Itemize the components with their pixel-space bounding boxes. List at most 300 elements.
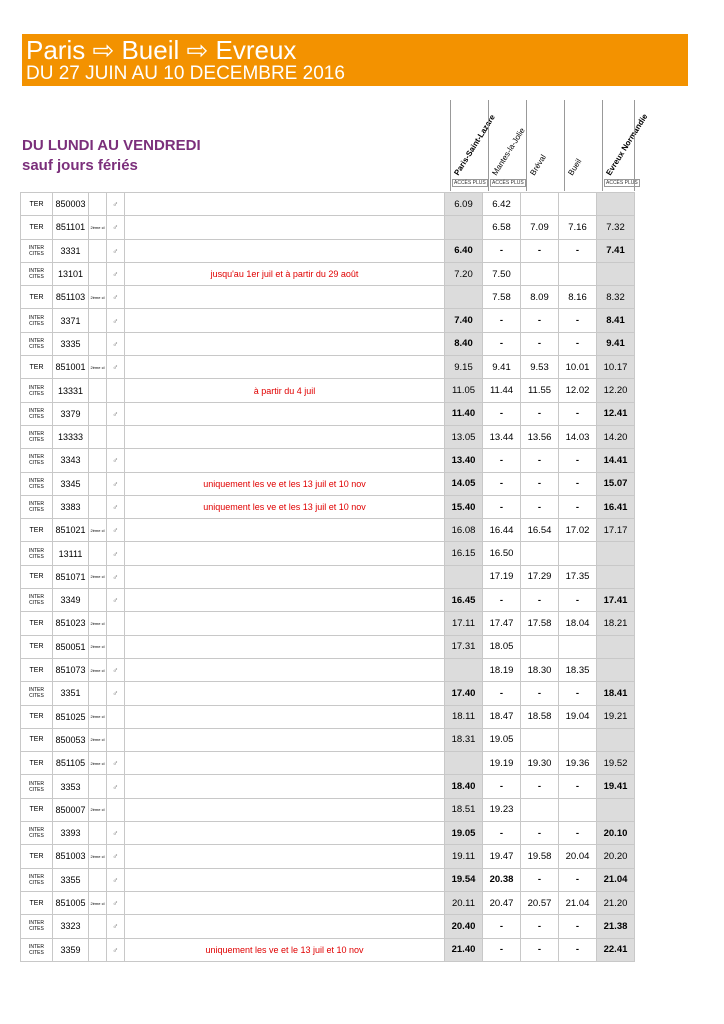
train-note — [125, 658, 445, 681]
bike-cell — [107, 822, 125, 845]
departure-time: 19.05 — [483, 728, 521, 751]
departure-time: 19.04 — [559, 705, 597, 728]
train-type: TER — [21, 216, 53, 239]
class-label — [89, 868, 107, 891]
table-row — [21, 565, 635, 588]
bike-cell — [107, 845, 125, 868]
table-row — [21, 705, 635, 728]
departure-time: 16.41 — [597, 495, 635, 518]
bike-cell — [107, 612, 125, 635]
train-number: 3345 — [53, 472, 89, 495]
train-note: uniquement les ve et le 13 juil et 10 nov — [125, 938, 445, 961]
train-type: INTER CITES — [21, 822, 53, 845]
train-number: 850053 — [53, 728, 89, 751]
bike-cell — [107, 356, 125, 379]
departure-time: 19.52 — [597, 752, 635, 775]
train-type: INTER CITES — [21, 332, 53, 355]
departure-time: 6.09 — [445, 193, 483, 216]
table-row — [21, 495, 635, 518]
bicycle-icon: ♂ — [112, 456, 119, 466]
station-column-divider — [526, 100, 527, 191]
train-note — [125, 542, 445, 565]
table-row — [21, 239, 635, 262]
bicycle-icon: ♂ — [112, 549, 119, 559]
bicycle-icon: ♂ — [112, 899, 119, 909]
departure-time: - — [483, 239, 521, 262]
train-note — [125, 239, 445, 262]
train-number: 3343 — [53, 449, 89, 472]
bicycle-icon: ♂ — [112, 479, 119, 489]
train-number: 851105 — [53, 752, 89, 775]
train-type: TER — [21, 891, 53, 914]
station-name: Bréval — [528, 152, 549, 177]
departure-time: 9.53 — [521, 356, 559, 379]
departure-time: - — [483, 472, 521, 495]
train-type: TER — [21, 752, 53, 775]
train-note — [125, 728, 445, 751]
departure-time: - — [521, 239, 559, 262]
table-row — [21, 332, 635, 355]
departure-time: 8.16 — [559, 286, 597, 309]
departure-time — [597, 635, 635, 658]
departure-time: - — [483, 402, 521, 425]
departure-time: - — [559, 822, 597, 845]
train-type: TER — [21, 798, 53, 821]
train-type: INTER CITES — [21, 425, 53, 448]
departure-time: - — [483, 449, 521, 472]
bike-cell — [107, 472, 125, 495]
departure-time: 16.45 — [445, 589, 483, 612]
bicycle-icon: ♂ — [112, 316, 119, 326]
bicycle-icon: ♂ — [112, 852, 119, 862]
bicycle-icon: ♂ — [112, 666, 119, 676]
train-type: TER — [21, 356, 53, 379]
departure-time: 20.47 — [483, 891, 521, 914]
train-number: 851071 — [53, 565, 89, 588]
station-name: Bueil — [566, 157, 584, 177]
train-note — [125, 216, 445, 239]
train-note — [125, 309, 445, 332]
departure-time: 17.31 — [445, 635, 483, 658]
train-number: 3359 — [53, 938, 89, 961]
bike-cell — [107, 775, 125, 798]
class-label: 2ème cl — [89, 565, 107, 588]
train-note — [125, 425, 445, 448]
train-type: TER — [21, 705, 53, 728]
departure-time: 6.40 — [445, 239, 483, 262]
bicycle-icon: ♂ — [112, 526, 119, 536]
train-number: 13333 — [53, 425, 89, 448]
table-row — [21, 425, 635, 448]
departure-time: 11.44 — [483, 379, 521, 402]
departure-time: - — [483, 332, 521, 355]
departure-time: - — [559, 868, 597, 891]
departure-time: - — [559, 915, 597, 938]
departure-time: - — [559, 402, 597, 425]
departure-time: - — [483, 775, 521, 798]
train-note — [125, 193, 445, 216]
table-row — [21, 798, 635, 821]
table-row — [21, 193, 635, 216]
departure-time: 20.10 — [597, 822, 635, 845]
table-row — [21, 775, 635, 798]
class-label: 2ème cl — [89, 286, 107, 309]
class-label — [89, 379, 107, 402]
bicycle-icon: ♂ — [112, 922, 119, 932]
class-label — [89, 449, 107, 472]
departure-time — [559, 542, 597, 565]
departure-time: 18.31 — [445, 728, 483, 751]
train-number: 850051 — [53, 635, 89, 658]
bike-cell — [107, 239, 125, 262]
bike-cell — [107, 798, 125, 821]
departure-time — [559, 728, 597, 751]
class-label — [89, 822, 107, 845]
departure-time: 19.47 — [483, 845, 521, 868]
departure-time: - — [559, 472, 597, 495]
train-number: 13331 — [53, 379, 89, 402]
class-label — [89, 682, 107, 705]
departure-time: 19.11 — [445, 845, 483, 868]
departure-time: - — [521, 449, 559, 472]
timetable — [20, 192, 635, 962]
departure-time: - — [483, 682, 521, 705]
train-type: TER — [21, 728, 53, 751]
departure-time: - — [521, 589, 559, 612]
departure-time: - — [559, 938, 597, 961]
departure-time: - — [483, 822, 521, 845]
bike-cell — [107, 332, 125, 355]
train-type: INTER CITES — [21, 868, 53, 891]
train-number: 3353 — [53, 775, 89, 798]
bicycle-icon: ♂ — [112, 829, 119, 839]
table-row — [21, 216, 635, 239]
departure-time: - — [483, 938, 521, 961]
class-label: 2ème cl — [89, 519, 107, 542]
bike-cell — [107, 193, 125, 216]
train-type: TER — [21, 658, 53, 681]
table-row — [21, 891, 635, 914]
departure-time: 13.44 — [483, 425, 521, 448]
train-note — [125, 775, 445, 798]
bike-cell — [107, 728, 125, 751]
bicycle-icon: ♂ — [112, 759, 119, 769]
departure-time: 7.40 — [445, 309, 483, 332]
table-row — [21, 915, 635, 938]
departure-time: 21.38 — [597, 915, 635, 938]
departure-time: 12.20 — [597, 379, 635, 402]
departure-time: 20.57 — [521, 891, 559, 914]
departure-time — [597, 798, 635, 821]
departure-time: 17.47 — [483, 612, 521, 635]
acces-plus-badge: ACCÈS PLUS — [492, 180, 524, 186]
train-number: 3371 — [53, 309, 89, 332]
departure-time — [521, 262, 559, 285]
train-note — [125, 682, 445, 705]
bike-cell — [107, 495, 125, 518]
table-row — [21, 309, 635, 332]
departure-time: 8.09 — [521, 286, 559, 309]
bicycle-icon: ♂ — [112, 572, 119, 582]
station-column-divider — [634, 100, 635, 191]
departure-time: - — [483, 589, 521, 612]
departure-time: 18.19 — [483, 658, 521, 681]
departure-time: 10.17 — [597, 356, 635, 379]
station-name: Paris-Saint-Lazare — [452, 113, 497, 177]
departure-time: 14.20 — [597, 425, 635, 448]
bike-cell — [107, 402, 125, 425]
departure-time: - — [521, 495, 559, 518]
train-note — [125, 635, 445, 658]
departure-time — [559, 193, 597, 216]
departure-time: 11.55 — [521, 379, 559, 402]
departure-time: 20.04 — [559, 845, 597, 868]
class-label — [89, 262, 107, 285]
departure-time: 20.20 — [597, 845, 635, 868]
train-type: INTER CITES — [21, 682, 53, 705]
page-title: Paris ⇨ Bueil ⇨ Evreux — [26, 35, 297, 65]
departure-time: - — [559, 682, 597, 705]
departure-time: 19.19 — [483, 752, 521, 775]
departure-time: 16.08 — [445, 519, 483, 542]
bike-cell — [107, 868, 125, 891]
departure-time: 7.09 — [521, 216, 559, 239]
train-number: 3379 — [53, 402, 89, 425]
departure-time: 19.41 — [597, 775, 635, 798]
table-row — [21, 752, 635, 775]
train-type: TER — [21, 635, 53, 658]
bicycle-icon: ♂ — [112, 339, 119, 349]
departure-time: 14.03 — [559, 425, 597, 448]
class-label: 2ème cl — [89, 635, 107, 658]
departure-time: - — [559, 449, 597, 472]
departure-time: 17.11 — [445, 612, 483, 635]
train-number: 851005 — [53, 891, 89, 914]
departure-time: 20.11 — [445, 891, 483, 914]
train-number: 3383 — [53, 495, 89, 518]
bicycle-icon: ♂ — [112, 782, 119, 792]
train-number: 3331 — [53, 239, 89, 262]
class-label — [89, 938, 107, 961]
train-type: INTER CITES — [21, 915, 53, 938]
train-number: 851023 — [53, 612, 89, 635]
train-type: TER — [21, 286, 53, 309]
train-number: 3351 — [53, 682, 89, 705]
bicycle-icon: ♂ — [112, 223, 119, 233]
train-note: à partir du 4 juil — [125, 379, 445, 402]
station-name: Evreux Normandie — [604, 112, 650, 177]
departure-time: 7.41 — [597, 239, 635, 262]
train-number: 851101 — [53, 216, 89, 239]
train-number: 3349 — [53, 589, 89, 612]
departure-time: 16.44 — [483, 519, 521, 542]
bicycle-icon: ♂ — [112, 270, 119, 280]
table-row — [21, 519, 635, 542]
departure-time: - — [521, 682, 559, 705]
departure-time — [445, 286, 483, 309]
train-type: TER — [21, 845, 53, 868]
bicycle-icon: ♂ — [112, 293, 119, 303]
train-note: uniquement les ve et les 13 juil et 10 nov — [125, 495, 445, 518]
class-label — [89, 402, 107, 425]
departure-time: 21.20 — [597, 891, 635, 914]
train-type: INTER CITES — [21, 309, 53, 332]
bicycle-icon: ♂ — [112, 689, 119, 699]
bike-cell — [107, 519, 125, 542]
train-note: uniquement les ve et les 13 juil et 10 nov — [125, 472, 445, 495]
bike-cell — [107, 658, 125, 681]
train-number: 851103 — [53, 286, 89, 309]
departure-time: 6.42 — [483, 193, 521, 216]
departure-time: 9.41 — [483, 356, 521, 379]
train-number: 3323 — [53, 915, 89, 938]
departure-time: 17.58 — [521, 612, 559, 635]
departure-time: 18.30 — [521, 658, 559, 681]
departure-time: 19.21 — [597, 705, 635, 728]
table-row — [21, 589, 635, 612]
train-type: INTER CITES — [21, 262, 53, 285]
departure-time: 7.16 — [559, 216, 597, 239]
table-row — [21, 356, 635, 379]
bicycle-icon: ♂ — [112, 200, 119, 210]
table-row — [21, 822, 635, 845]
departure-time: 11.40 — [445, 402, 483, 425]
departure-time: - — [559, 495, 597, 518]
departure-time — [445, 658, 483, 681]
departure-time: 7.32 — [597, 216, 635, 239]
train-note — [125, 915, 445, 938]
train-note — [125, 449, 445, 472]
table-row — [21, 868, 635, 891]
station-name: Mantes-la-Jolie — [490, 126, 527, 177]
departure-time — [597, 728, 635, 751]
train-number: 850003 — [53, 193, 89, 216]
departure-time: - — [483, 915, 521, 938]
table-row — [21, 542, 635, 565]
departure-time: 18.35 — [559, 658, 597, 681]
departure-time: 18.47 — [483, 705, 521, 728]
departure-time: - — [521, 915, 559, 938]
departure-time: - — [521, 332, 559, 355]
departure-time — [597, 658, 635, 681]
departure-time: - — [483, 309, 521, 332]
class-label — [89, 309, 107, 332]
departure-time — [521, 193, 559, 216]
table-row — [21, 379, 635, 402]
departure-time — [445, 216, 483, 239]
table-row — [21, 845, 635, 868]
class-label — [89, 775, 107, 798]
departure-time: 21.04 — [559, 891, 597, 914]
table-row — [21, 938, 635, 961]
train-type: INTER CITES — [21, 495, 53, 518]
bike-cell — [107, 425, 125, 448]
train-type: INTER CITES — [21, 472, 53, 495]
table-row — [21, 402, 635, 425]
departure-time: 12.41 — [597, 402, 635, 425]
train-note — [125, 332, 445, 355]
departure-time — [559, 798, 597, 821]
departure-time — [597, 193, 635, 216]
departure-time: 8.41 — [597, 309, 635, 332]
train-type: INTER CITES — [21, 542, 53, 565]
departure-time: - — [521, 309, 559, 332]
table-row — [21, 286, 635, 309]
departure-time: 15.40 — [445, 495, 483, 518]
train-note — [125, 752, 445, 775]
bike-cell — [107, 682, 125, 705]
departure-time — [521, 635, 559, 658]
table-row — [21, 682, 635, 705]
class-label: 2ème cl — [89, 658, 107, 681]
bicycle-icon: ♂ — [112, 596, 119, 606]
train-note — [125, 822, 445, 845]
bike-cell — [107, 915, 125, 938]
departure-time — [559, 262, 597, 285]
departure-time — [521, 542, 559, 565]
departure-time: 7.50 — [483, 262, 521, 285]
departure-time: 7.58 — [483, 286, 521, 309]
bike-cell — [107, 449, 125, 472]
departure-time — [597, 542, 635, 565]
departure-time: - — [559, 775, 597, 798]
departure-time: 17.29 — [521, 565, 559, 588]
train-note — [125, 286, 445, 309]
departure-time: 18.21 — [597, 612, 635, 635]
class-label: 2ème cl — [89, 216, 107, 239]
bike-cell — [107, 891, 125, 914]
train-note: jusqu'au 1er juil et à partir du 29 août — [125, 262, 445, 285]
train-note — [125, 612, 445, 635]
bike-cell — [107, 379, 125, 402]
departure-time: 9.15 — [445, 356, 483, 379]
train-number: 851001 — [53, 356, 89, 379]
departure-time: 21.40 — [445, 938, 483, 961]
departure-time: - — [483, 495, 521, 518]
departure-time: 13.40 — [445, 449, 483, 472]
class-label: 2ème cl — [89, 612, 107, 635]
departure-time: 17.19 — [483, 565, 521, 588]
departure-time: 19.36 — [559, 752, 597, 775]
class-label: 2ème cl — [89, 845, 107, 868]
departure-time: - — [521, 822, 559, 845]
departure-time: 19.58 — [521, 845, 559, 868]
station-column-divider — [488, 100, 489, 191]
bicycle-icon: ♂ — [112, 503, 119, 512]
class-label: 2ème cl — [89, 752, 107, 775]
bike-cell — [107, 635, 125, 658]
departure-time: 18.04 — [559, 612, 597, 635]
departure-time: 14.41 — [597, 449, 635, 472]
departure-time: 14.05 — [445, 472, 483, 495]
departure-time: - — [521, 472, 559, 495]
departure-time — [597, 565, 635, 588]
train-number: 851003 — [53, 845, 89, 868]
departure-time: - — [521, 775, 559, 798]
departure-time: 8.32 — [597, 286, 635, 309]
train-note — [125, 798, 445, 821]
train-note — [125, 589, 445, 612]
class-label — [89, 472, 107, 495]
train-note — [125, 402, 445, 425]
class-label: 2ème cl — [89, 356, 107, 379]
departure-time: 15.07 — [597, 472, 635, 495]
bicycle-icon: ♂ — [112, 246, 119, 256]
class-label: 2ème cl — [89, 891, 107, 914]
train-type: INTER CITES — [21, 938, 53, 961]
departure-time: 19.30 — [521, 752, 559, 775]
station-column-divider — [450, 100, 451, 191]
